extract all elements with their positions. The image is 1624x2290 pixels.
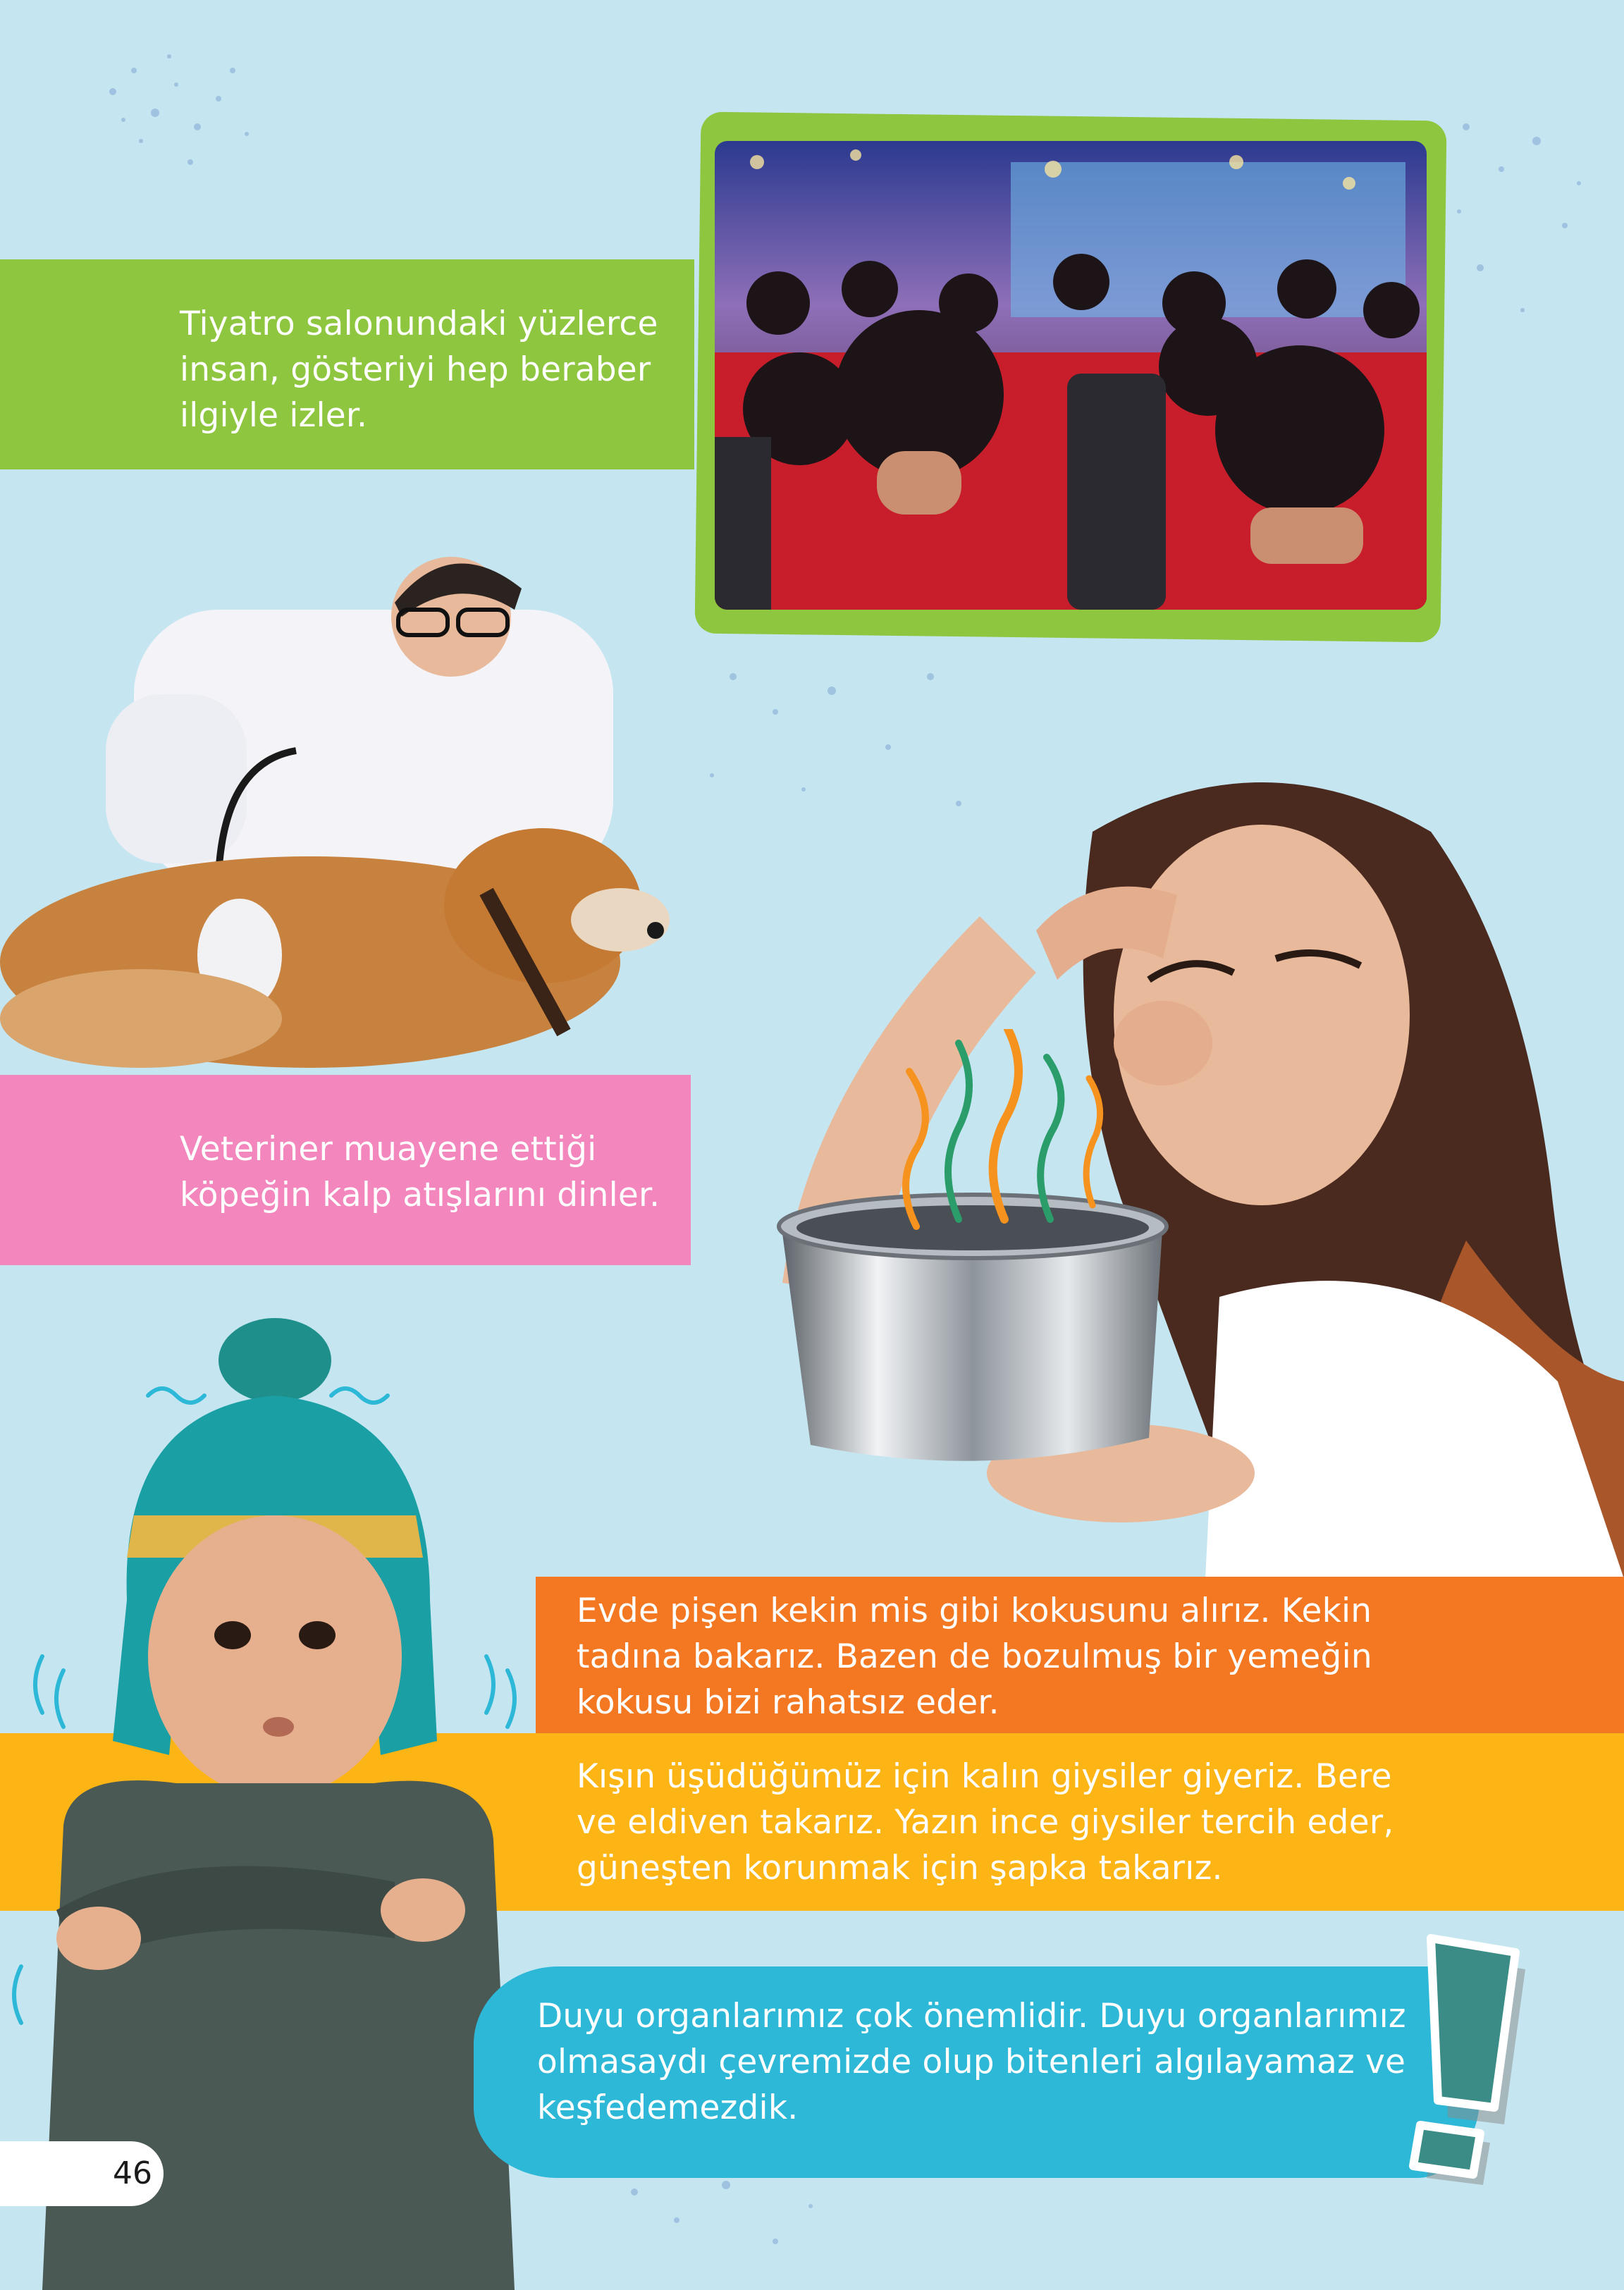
clothes-caption bbox=[577, 1754, 1394, 1891]
clothes-caption-line: güneşten korunmak için şapka takarız. bbox=[577, 1849, 1223, 1888]
important-caption-line: olmasaydı çevremizde olup bitenleri algılayamaz ve bbox=[537, 2043, 1406, 2081]
theater-caption bbox=[180, 301, 658, 438]
smell-caption-line: tadına bakarız. Bazen de bozulmuş bir yemeğin bbox=[577, 1637, 1372, 1676]
smell-caption-line: Evde pişen kekin mis gibi kokusunu alırız. Kekin bbox=[577, 1592, 1372, 1630]
theater-audience-illustration bbox=[715, 141, 1427, 610]
page-number-tab bbox=[0, 2141, 164, 2206]
important-caption-line: Duyu organlarımız çok önemlidir. Duyu organlarımız bbox=[537, 1997, 1406, 2036]
page-number: 46 bbox=[113, 2155, 152, 2191]
important-caption-line: keşfedemezdik. bbox=[537, 2088, 799, 2127]
vet-caption bbox=[180, 1126, 660, 1218]
veterinarian-dog-photo bbox=[0, 525, 677, 1089]
vet-caption-line: Veteriner muayene ettiği bbox=[180, 1130, 597, 1169]
steam-icon bbox=[888, 1029, 1114, 1233]
paint-splatter-top-left bbox=[85, 28, 268, 183]
theater-audience-photo bbox=[715, 141, 1427, 610]
theater-caption-line: ilgiyle izler. bbox=[180, 396, 368, 435]
exclamation-icon bbox=[1382, 1931, 1544, 2185]
smell-caption-line: kokusu bizi rahatsız eder. bbox=[577, 1683, 999, 1722]
clothes-caption-line: ve eldiven takarız. Yazın ince giysiler tercih eder, bbox=[577, 1803, 1394, 1842]
theater-caption-line: Tiyatro salonundaki yüzlerce bbox=[180, 304, 658, 343]
smell-caption bbox=[577, 1588, 1372, 1725]
clothes-caption-line: Kışın üşüdüğümüz için kalın giysiler giyeriz. Bere bbox=[577, 1757, 1392, 1796]
paint-splatter-top-right bbox=[1438, 85, 1607, 352]
theater-caption-line: insan, gösteriyi hep beraber bbox=[180, 350, 651, 389]
vet-caption-line: köpeğin kalp atışlarını dinler. bbox=[180, 1176, 660, 1214]
important-caption bbox=[537, 1993, 1406, 2131]
